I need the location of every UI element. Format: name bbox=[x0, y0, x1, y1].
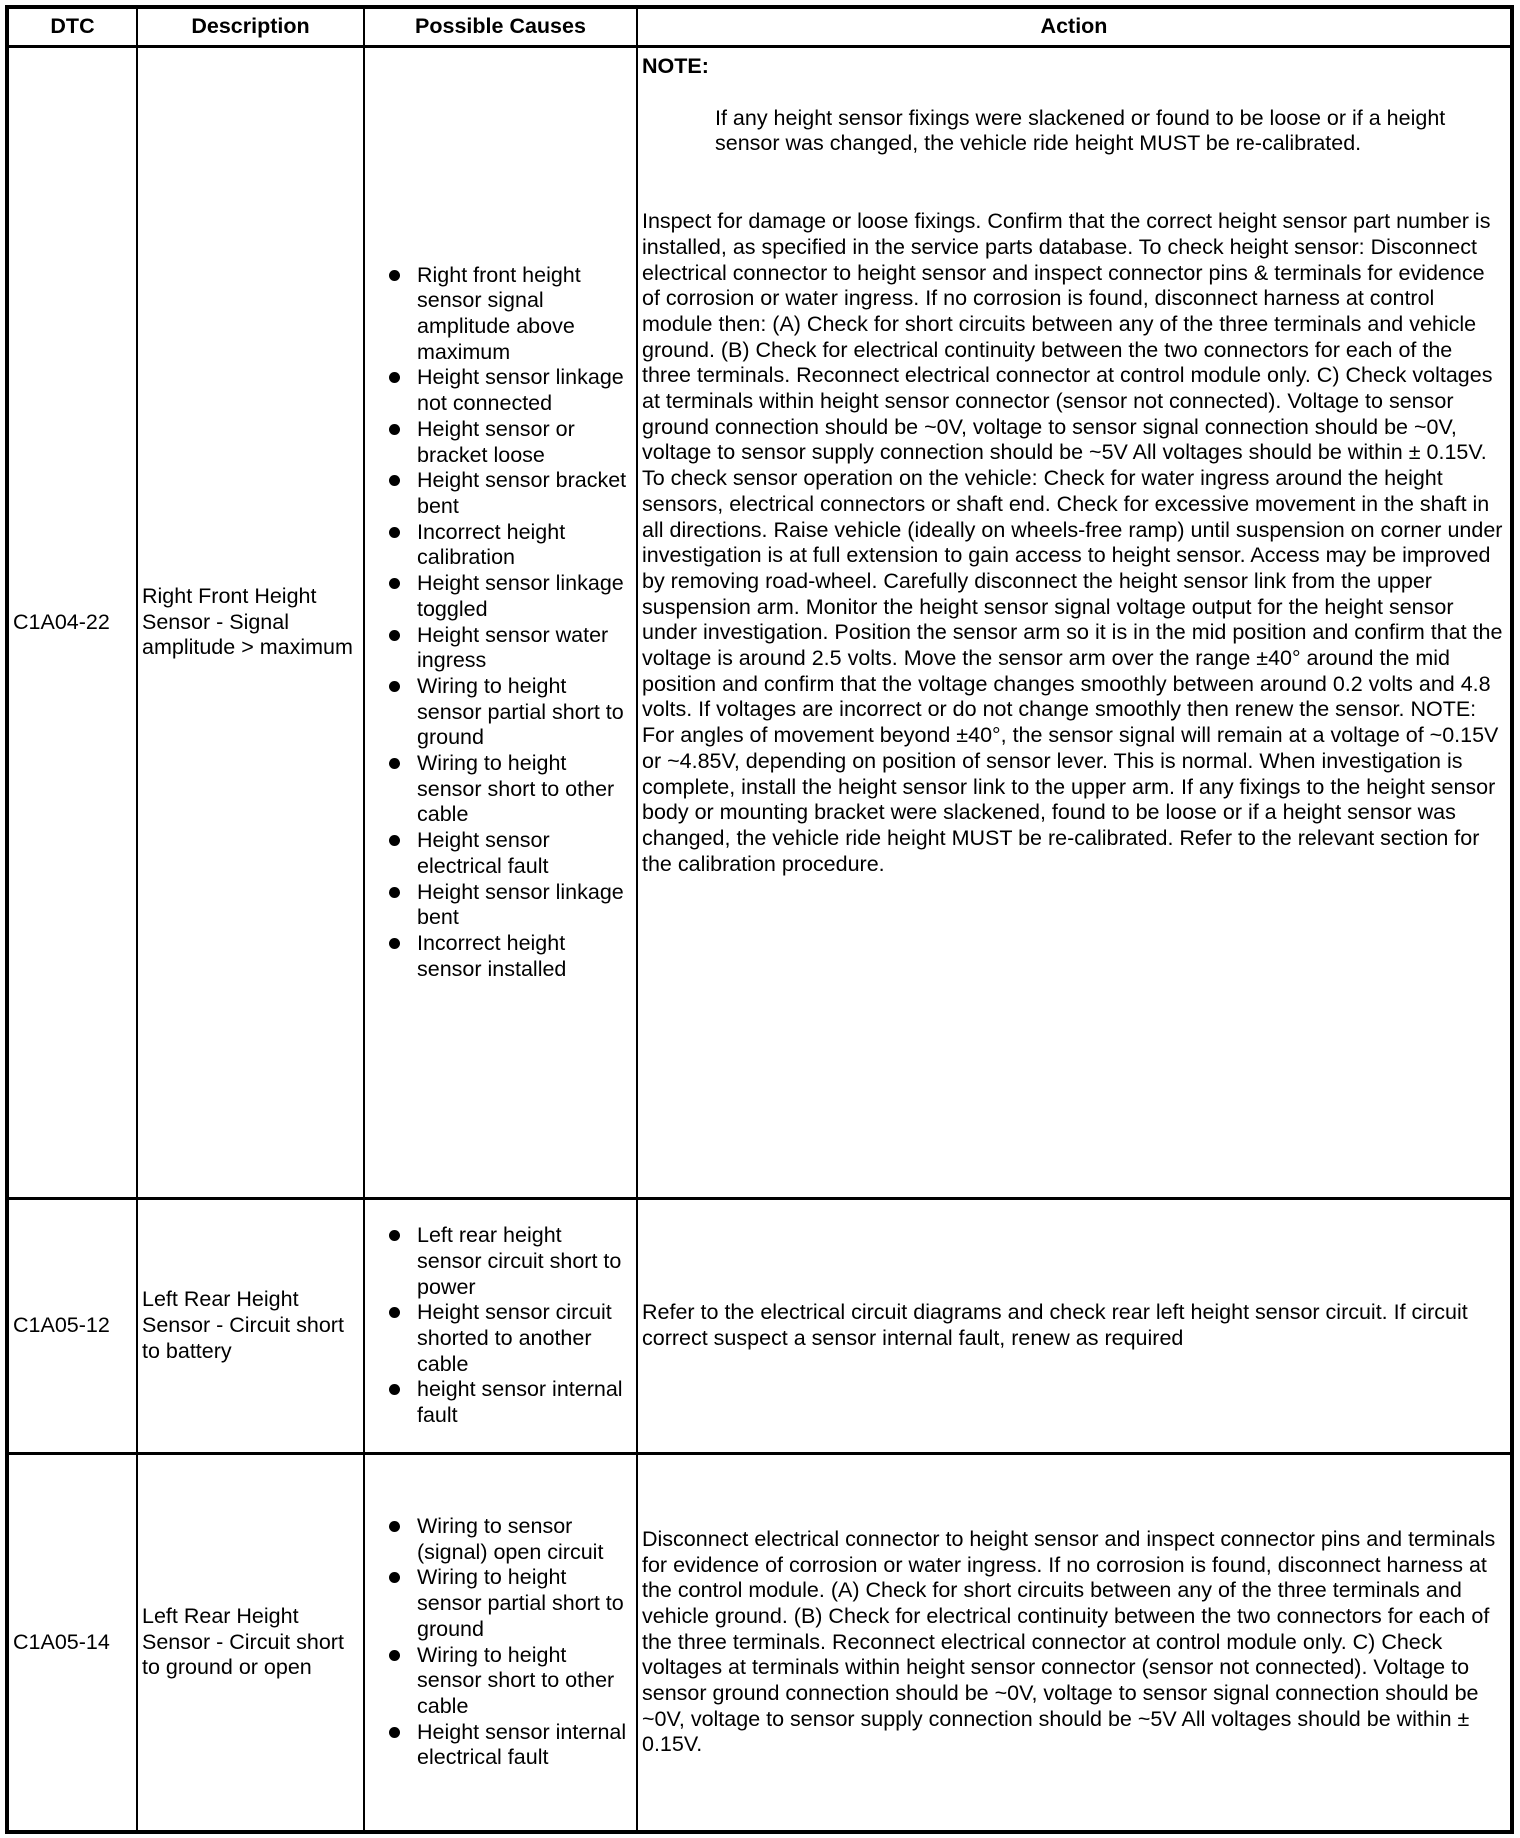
cause-item: Height sensor linkage toggled bbox=[387, 571, 632, 622]
action-text: Refer to the electrical circuit diagrams and check rear left height sensor circuit. If circuit correct suspect a sensor internal fault, renew as required bbox=[642, 1300, 1468, 1350]
bullet-icon bbox=[389, 424, 400, 435]
header-possible-causes: Possible Causes bbox=[364, 7, 637, 47]
note-label: NOTE: bbox=[642, 54, 709, 78]
causes-list bbox=[369, 1223, 632, 1429]
table-row bbox=[7, 47, 1512, 1199]
bullet-icon bbox=[389, 1384, 400, 1395]
cause-item: Wiring to height sensor partial short to ground bbox=[387, 1565, 632, 1642]
causes-list bbox=[369, 263, 632, 983]
dtc-description: Right Front Height Sensor - Signal amplitude > maximum bbox=[137, 47, 364, 1199]
possible-causes bbox=[364, 47, 637, 1199]
dtc-table bbox=[5, 5, 1514, 1834]
dtc-description: Left Rear Height Sensor - Circuit short to battery bbox=[137, 1199, 364, 1454]
bullet-icon bbox=[389, 1650, 400, 1661]
bullet-icon bbox=[389, 835, 400, 846]
possible-causes bbox=[364, 1454, 637, 1833]
header-description: Description bbox=[137, 7, 364, 47]
cause-item: Height sensor linkage bent bbox=[387, 880, 632, 931]
bullet-icon bbox=[389, 1307, 400, 1318]
bullet-icon bbox=[389, 1727, 400, 1738]
bullet-icon bbox=[389, 887, 400, 898]
bullet-icon bbox=[389, 270, 400, 281]
bullet-icon bbox=[389, 1230, 400, 1241]
bullet-icon bbox=[389, 681, 400, 692]
note-text: If any height sensor fixings were slackened or found to be loose or if a height sensor was changed, the vehicle ride height MUST be re-calibrated. bbox=[715, 105, 1446, 156]
cause-item: Height sensor circuit shorted to another cable bbox=[387, 1300, 632, 1377]
cause-item: Wiring to height sensor short to other cable bbox=[387, 751, 632, 828]
cause-item: Wiring to height sensor partial short to ground bbox=[387, 674, 632, 751]
bullet-icon bbox=[389, 938, 400, 949]
action-text: Disconnect electrical connector to height sensor and inspect connector pins and terminals for evidence of corrosion or water ingress. If no corrosion is found, disconnect harness at the control module. (A) Check for short circuits between any of the three terminals and vehicle ground. (B) Check for electrical continuity between the two connectors for each of the three terminals. Reconnect electrical connector at control module only. C) Check voltages at terminals within height sensor connector (sensor not connected). Voltage to sensor ground connection should be ~0V, voltage to sensor signal connection should be ~0V, voltage to sensor supply connection should be ~5V All voltages should be within ± 0.15V. bbox=[642, 1526, 1496, 1757]
header-dtc: DTC bbox=[7, 7, 137, 47]
cause-item: Right front height sensor signal amplitude above maximum bbox=[387, 263, 632, 366]
cause-item: Incorrect height calibration bbox=[387, 520, 632, 571]
table-row bbox=[7, 1199, 1512, 1454]
header-action: Action bbox=[637, 7, 1512, 47]
bullet-icon bbox=[389, 372, 400, 383]
cause-item: Wiring to sensor (signal) open circuit bbox=[387, 1514, 632, 1565]
action-text: Inspect for damage or loose fixings. Confirm that the correct height sensor part number is installed, as specified in the service parts database. To check height sensor: Disconnect electrical connector to height sensor and inspect connector pins & terminals for evidence of corrosion or water ingress. If no corrosion is found, disconnect harness at control module then: (A) Check for short circuits between any of the three terminals and vehicle ground. (B) Check for electrical continuity between the two connectors for each of the three terminals. Reconnect electrical connector at control module only. C) Check voltages at terminals within height sensor connector (sensor not connected). Voltage to sensor ground connection should be ~0V, voltage to sensor signal connection should be ~0V, voltage to sensor supply connection should be ~5V All voltages should be within ± 0.15V. To check sensor operation on the vehicle: Check for water ingress around the height sensors, electrical connectors or shaft end. Check for excessive movement in the shaft in all directions. Raise vehicle (ideally on wheels-free ramp) until suspension on corner under investigation is at full extension to gain access to height sensor. Access may be improved by removing road-wheel. Carefully disconnect the height sensor link from the upper suspension arm. Monitor the height sensor signal voltage output for the height sensor under investigation. Position the sensor arm so it is in the mid position and confirm that the voltage is around 2.5 volts. Move the sensor arm over the range ±40° around the mid position and confirm that the voltage changes smoothly between around 0.2 volts and 4.8 volts. If voltages are incorrect or do not change smoothly then renew the sensor. NOTE: For angles of movement beyond ±40°, the sensor signal will remain at a voltage of ~0.15V or ~4.85V, depending on position of sensor lever. This is normal. When investigation is complete, install the height sensor link to the upper arm. If any fixings to the height sensor body or mounting bracket were slackened, found to be loose or if a height sensor was changed, the vehicle ride height MUST be re-calibrated. Refer to the relevant section for the calibration procedure. bbox=[642, 209, 1503, 876]
cause-item: Height sensor electrical fault bbox=[387, 828, 632, 879]
cause-item: Height sensor internal electrical fault bbox=[387, 1720, 632, 1771]
action-cell bbox=[637, 47, 1512, 1199]
bullet-icon bbox=[389, 1572, 400, 1583]
action-cell bbox=[637, 1199, 1512, 1454]
cause-item: Height sensor water ingress bbox=[387, 623, 632, 674]
causes-list bbox=[369, 1514, 632, 1771]
bullet-icon bbox=[389, 1521, 400, 1532]
dtc-description: Left Rear Height Sensor - Circuit short to ground or open bbox=[137, 1454, 364, 1833]
dtc-code: C1A05-14 bbox=[7, 1454, 137, 1833]
note-block bbox=[642, 54, 1506, 157]
action-cell bbox=[637, 1454, 1512, 1833]
table-row bbox=[7, 1454, 1512, 1833]
cause-item: Height sensor or bracket loose bbox=[387, 417, 632, 468]
bullet-icon bbox=[389, 578, 400, 589]
header-row bbox=[7, 7, 1512, 47]
bullet-icon bbox=[389, 475, 400, 486]
dtc-code: C1A05-12 bbox=[7, 1199, 137, 1454]
cause-item: Incorrect height sensor installed bbox=[387, 931, 632, 982]
cause-item: Height sensor bracket bent bbox=[387, 468, 632, 519]
cause-item: Wiring to height sensor short to other cable bbox=[387, 1643, 632, 1720]
bullet-icon bbox=[389, 630, 400, 641]
cause-item: height sensor internal fault bbox=[387, 1377, 632, 1428]
cause-item: Height sensor linkage not connected bbox=[387, 365, 632, 416]
possible-causes bbox=[364, 1199, 637, 1454]
bullet-icon bbox=[389, 758, 400, 769]
bullet-icon bbox=[389, 527, 400, 538]
dtc-code: C1A04-22 bbox=[7, 47, 137, 1199]
cause-item: Left rear height sensor circuit short to power bbox=[387, 1223, 632, 1300]
